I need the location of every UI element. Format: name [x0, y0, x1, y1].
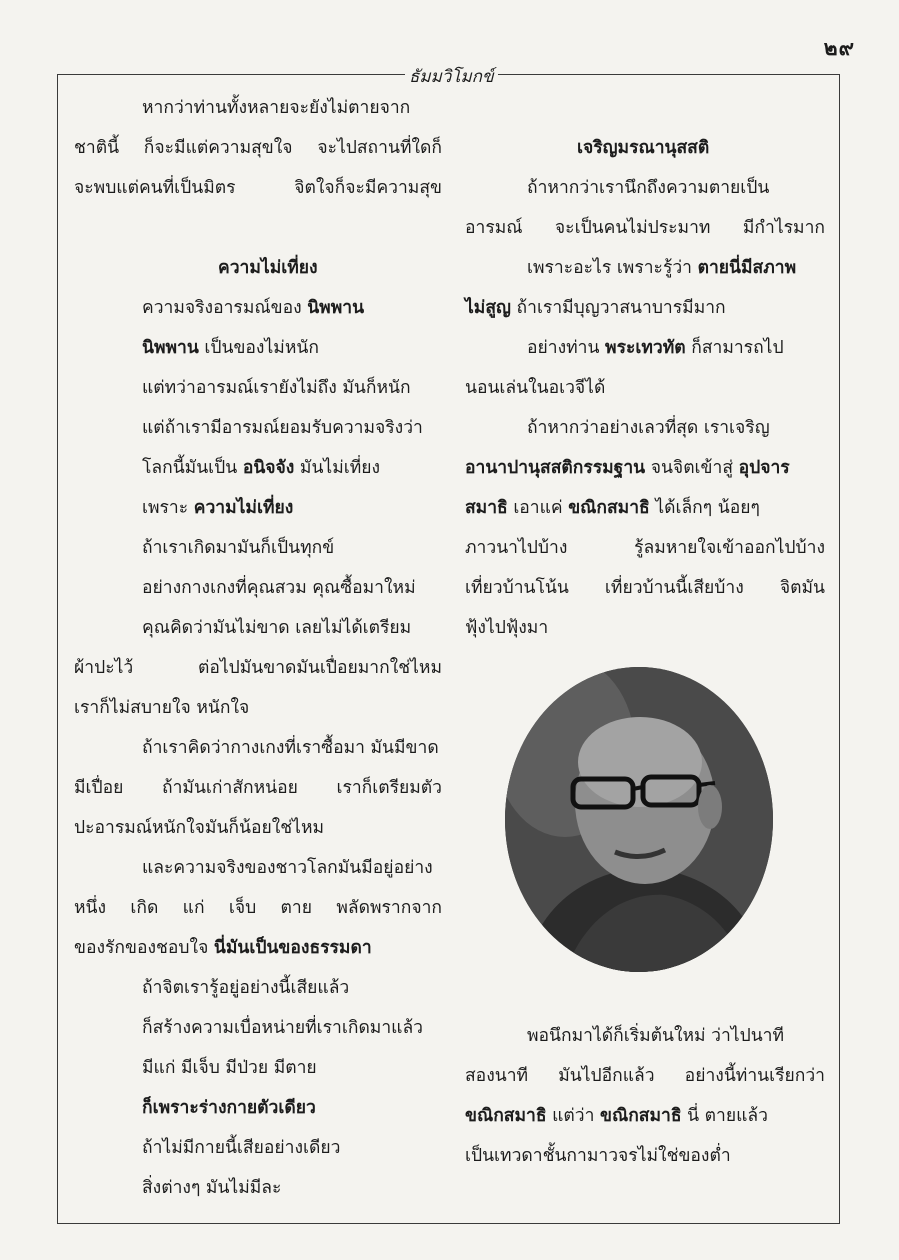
text-line: ถ้าเราคิดว่ากางเกงที่เราซื้อมา มันมีขาด [142, 738, 439, 758]
text-span: ความจริงอารมณ์ของ [142, 298, 302, 318]
text-line [465, 1096, 768, 1136]
text-span: โลกนี้มันเป็น [142, 458, 238, 478]
text-line: ถ้าจิตเรารู้อยู่อย่างนี้เสียแล้ว [142, 978, 350, 998]
text-line [142, 288, 364, 328]
text-span: เพราะ [142, 498, 189, 518]
text-line: ภาวนาไปบ้าง รู้ลมหายใจเข้าออกไปบ้าง [465, 538, 825, 558]
text-line: ก็เพราะร่างกายตัวเดียว [142, 1098, 316, 1118]
text-line: เราก็ไม่สบายใจ หนักใจ [74, 698, 250, 718]
text-line: เที่ยวบ้านโน้น เที่ยวบ้านนี้เสียบ้าง จิตมัน [465, 578, 825, 598]
section-heading: ความไม่เที่ยง [218, 258, 318, 278]
text-line: คุณคิดว่ามันไม่ขาด เลยไม่ได้เตรียม [142, 618, 412, 638]
text-line: มีเปื่อย ถ้ามันเก่าสักหน่อย เราก็เตรียมตัว [74, 778, 442, 798]
section-heading: เจริญมรณานุสสติ [577, 138, 710, 158]
emphasis: ตายนี่มีสภาพ [697, 258, 797, 278]
text-span: ถ้าเรามีบุญวาสนาบารมีมาก [516, 298, 726, 318]
text-line: ถ้าไม่มีกายนี้เสียอย่างเดียว [142, 1138, 341, 1158]
text-span: มันไม่เที่ยง [299, 458, 381, 478]
text-line [142, 328, 319, 368]
emphasis: อานาปานุสสติกรรมฐาน [465, 458, 646, 478]
text-line: อารมณ์ จะเป็นคนไม่ประมาท มีกำไรมาก [465, 218, 825, 238]
emphasis: นิพพาน [142, 338, 199, 358]
text-line: แต่ทว่าอารมณ์เรายังไม่ถึง มันก็หนัก [142, 378, 411, 398]
text-line: ถ้าเราเกิดมามันก็เป็นทุกข์ [142, 538, 335, 558]
text-line: สองนาที มันไปอีกแล้ว อย่างนี้ท่านเรียกว่า [465, 1066, 825, 1086]
running-header: ธัมมวิโมกข์ [405, 63, 498, 90]
page-number: ๒๙ [823, 36, 855, 60]
text-line: ปะอารมณ์หนักใจมันก็น้อยใช่ไหม [74, 818, 325, 838]
text-span: จนจิตเข้าสู่ [650, 458, 734, 478]
text-line [527, 328, 784, 368]
emphasis: ขณิกสมาธิ [465, 1106, 547, 1126]
emphasis: นิพพาน [307, 298, 365, 318]
text-line: อย่างกางเกงที่คุณสวม คุณซื้อมาใหม่ [142, 578, 416, 598]
text-span: อย่างท่าน [527, 338, 600, 358]
text-line: ผ้าปะไว้ ต่อไปมันขาดมันเปื่อยมากใช่ไหม [74, 658, 442, 678]
text-line [465, 448, 790, 488]
emphasis: อุปจาร [738, 458, 790, 478]
text-span: แต่ว่า [552, 1106, 595, 1126]
emphasis: พระเทวทัต [605, 338, 686, 358]
text-span: เอาแค่ [513, 498, 563, 518]
text-span: ได้เล็กๆ น้อยๆ [655, 498, 760, 518]
text-line [465, 488, 760, 528]
text-span: เพราะอะไร เพราะรู้ว่า [527, 258, 693, 278]
text-line: จะพบแต่คนที่เป็นมิตร จิตใจก็จะมีความสุข [74, 178, 442, 198]
emphasis: ความไม่เที่ยง [193, 498, 294, 518]
text-line [142, 448, 380, 488]
text-line: มีแก่ มีเจ็บ มีป่วย มีตาย [142, 1058, 317, 1078]
text-line: ชาตินี้ ก็จะมีแต่ความสุขใจ จะไปสถานที่ใดก็ [74, 138, 442, 158]
text-line: ฟุ้งไปฟุ้งมา [465, 618, 549, 638]
text-line: หากว่าท่านทั้งหลายจะยังไม่ตายจาก [142, 98, 411, 118]
emphasis: ขณิกสมาธิ [568, 498, 650, 518]
text-line [527, 248, 796, 288]
text-line: หนึ่ง เกิด แก่ เจ็บ ตาย พลัดพรากจาก [74, 898, 442, 918]
text-line [74, 928, 372, 968]
emphasis: สมาธิ [465, 498, 508, 518]
text-line: และความจริงของชาวโลกมันมีอยู่อย่าง [142, 858, 433, 878]
text-span: ของรักของชอบใจ [74, 938, 209, 958]
text-line [142, 488, 293, 528]
text-line [465, 288, 726, 328]
emphasis: นี่มันเป็นของธรรมดา [213, 938, 372, 958]
emphasis: ไม่สูญ [465, 298, 511, 318]
text-line: นอนเล่นในอเวจีได้ [465, 378, 606, 398]
emphasis: ขณิกสมาธิ [600, 1106, 682, 1126]
emphasis: อนิจจัง [242, 458, 295, 478]
portrait-illustration [505, 667, 773, 972]
text-line: เป็นเทวดาชั้นกามาวจรไม่ใช่ของต่ำ [465, 1146, 731, 1166]
text-line: ถ้าหากว่าอย่างเลวที่สุด เราเจริญ [527, 418, 770, 438]
monk-portrait-photo [505, 667, 773, 972]
text-line: พอนึกมาได้ก็เริ่มต้นใหม่ ว่าไปนาที [527, 1026, 785, 1046]
text-span: นี่ ตายแล้ว [687, 1106, 768, 1126]
text-line: แต่ถ้าเรามีอารมณ์ยอมรับความจริงว่า [142, 418, 423, 438]
text-span: ก็สามารถไป [691, 338, 784, 358]
text-line: สิ่งต่างๆ มันไม่มีละ [142, 1178, 282, 1198]
text-span: เป็นของไม่หนัก [204, 338, 319, 358]
text-line: ถ้าหากว่าเรานึกถึงความตายเป็น [527, 178, 770, 198]
text-line: ก็สร้างความเบื่อหน่ายที่เราเกิดมาแล้ว [142, 1018, 423, 1038]
